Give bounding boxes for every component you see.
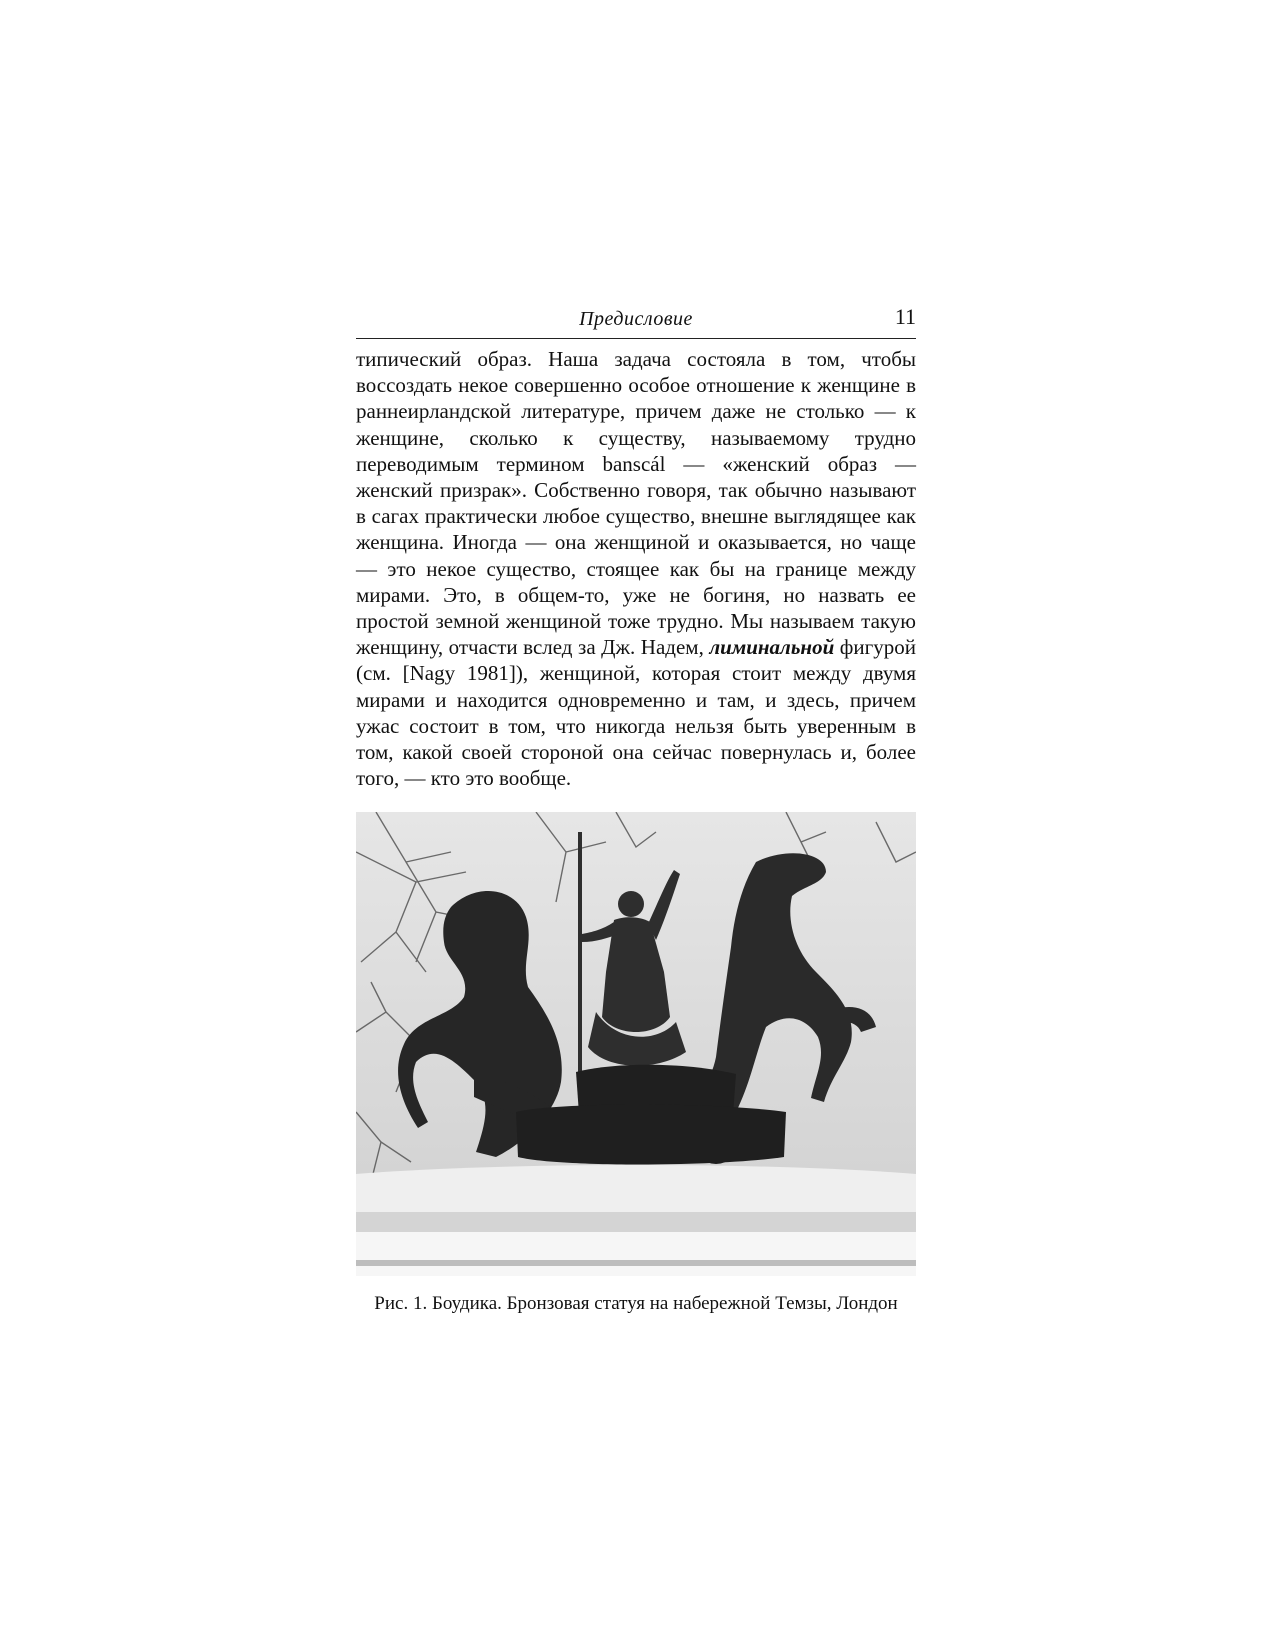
stone-plinth	[356, 1165, 916, 1276]
emphasized-term: лиминальной	[709, 635, 835, 660]
figure-caption: Рис. 1. Боудика. Бронзовая статуя на набережной Темзы, Лондон	[374, 1293, 898, 1314]
page-number: 11	[894, 304, 916, 329]
running-header	[356, 304, 916, 339]
body-text-part-2: фигурой (см. [Nagy 1981]), женщиной, которая стоит между двумя мирами и находится одновременно и там, и здесь, причем ужас состоит в том, что никогда нельзя быть уверенным в том, какой своей стороной она сейчас повернулась и, более того, — кто это вообще.	[356, 635, 916, 791]
boudica-statue-photo	[356, 812, 916, 1276]
statue-photo-drawing	[356, 812, 916, 1276]
body-text-part-1: типический образ. Наша задача состояла в том, чтобы воссоздать некое совершенно особое отношение к женщине в раннеирландской литературе, причем даже не столько — к женщине, сколько к существу, называемому трудно переводимым термином banscál — «женский образ — женский призрак». Собственно говоря, так обычно называют в сагах практически любое существо, внешне выглядящее как женщина. Иногда — она женщиной и оказывается, но чаще — это некое существо, стоящее как бы на границе между мирами. Это, в общем-то, уже не богиня, но назвать ее простой земной женщиной тоже трудно. Мы называем такую женщину, отчасти вслед за Дж. Надем,	[356, 347, 916, 660]
running-title: Предисловие	[579, 308, 693, 330]
body-paragraph	[356, 346, 916, 791]
